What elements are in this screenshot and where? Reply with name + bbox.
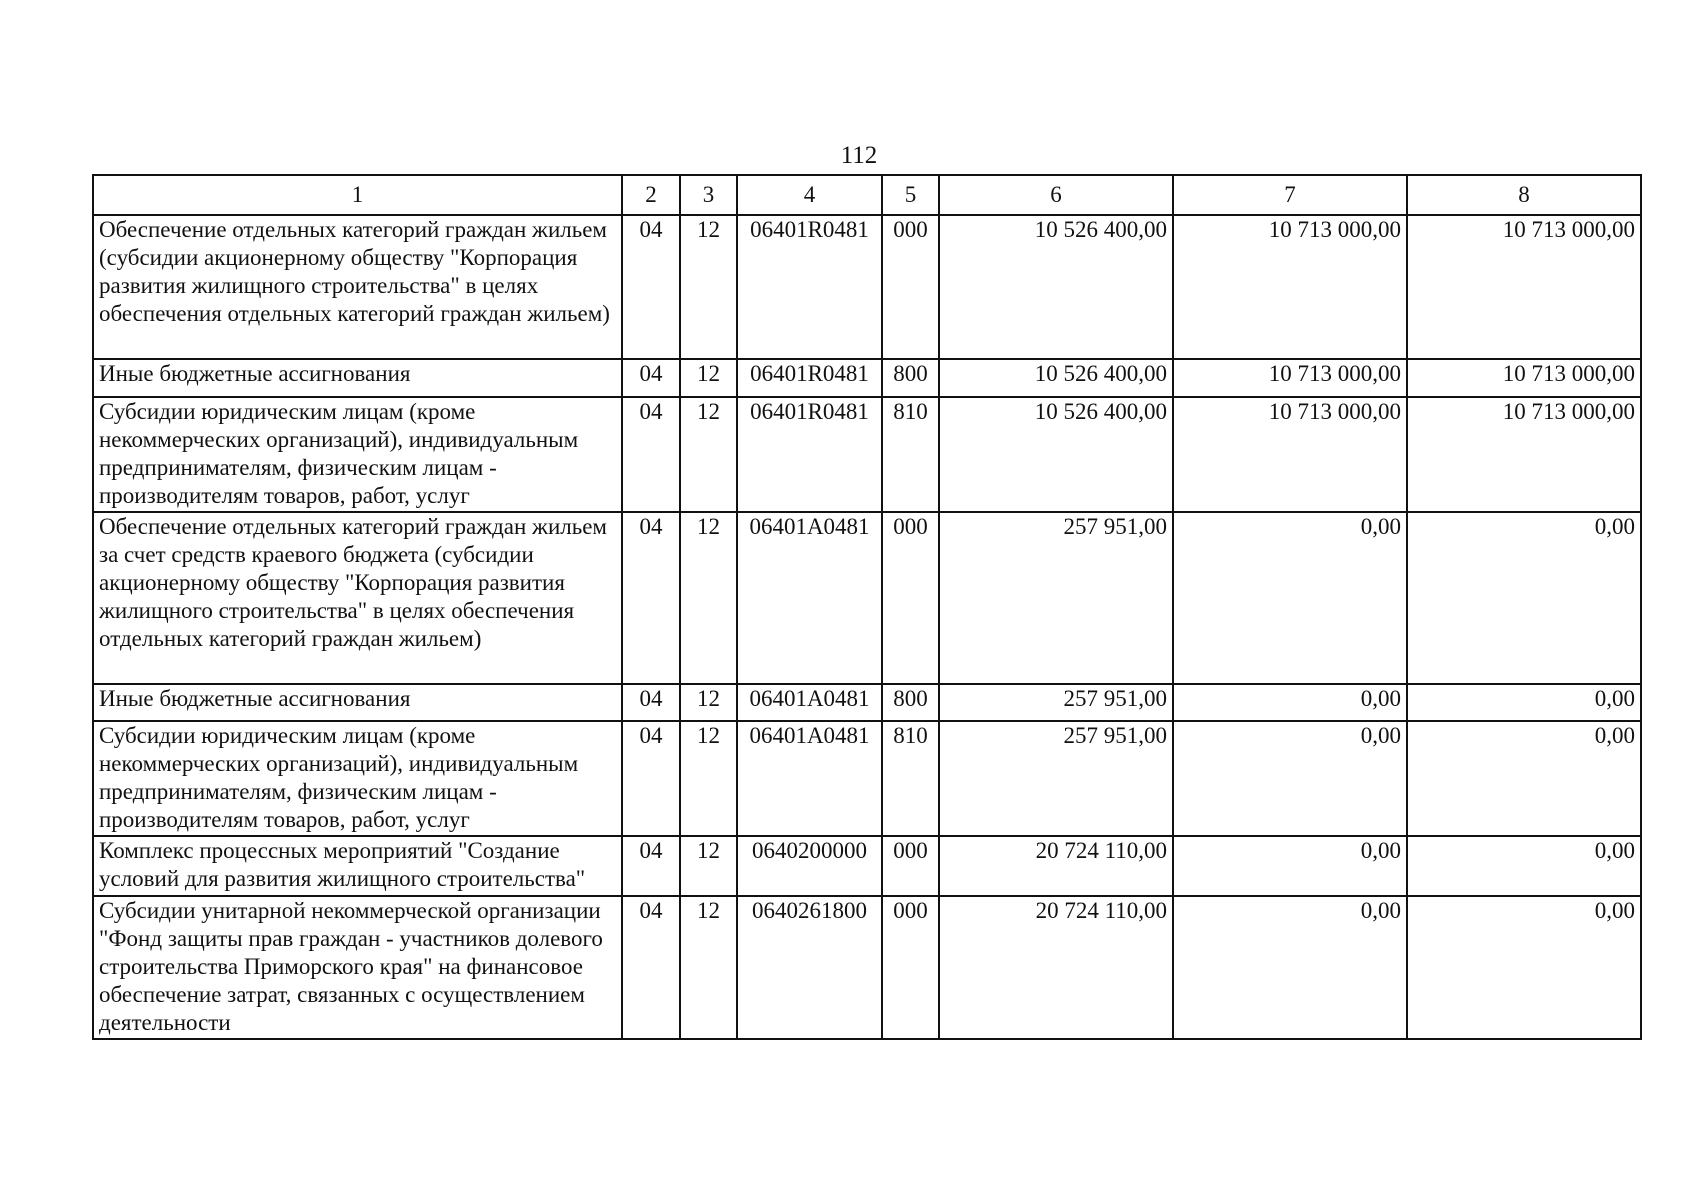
- row-section: 04: [622, 215, 680, 359]
- row-expense-type: 800: [882, 684, 939, 721]
- row-target-code: 06401R0481: [737, 359, 882, 397]
- row-amount-col8: 10 713 000,00: [1407, 215, 1641, 359]
- row-subsection: 12: [680, 397, 737, 512]
- row-target-code: 06401A0481: [737, 512, 882, 684]
- row-name: Субсидии юридическим лицам (кроме некоммерческих организаций), индивидуальным предпринимателям, физическим лицам - производителям товаров, работ, услуг: [93, 721, 622, 836]
- row-section: 04: [622, 512, 680, 684]
- row-subsection: 12: [680, 896, 737, 1039]
- row-name: Иные бюджетные ассигнования: [93, 359, 622, 397]
- row-expense-type: 000: [882, 836, 939, 896]
- row-amount-col6: 257 951,00: [939, 512, 1173, 684]
- row-subsection: 12: [680, 684, 737, 721]
- row-amount-col7: 0,00: [1173, 896, 1407, 1039]
- table-row: [93, 836, 1641, 896]
- header-col-7: 7: [1173, 175, 1407, 215]
- row-name: Иные бюджетные ассигнования: [93, 684, 622, 721]
- row-section: 04: [622, 721, 680, 836]
- row-section: 04: [622, 397, 680, 512]
- budget-table: [92, 174, 1642, 1040]
- table-row: [93, 215, 1641, 359]
- row-name: Субсидии унитарной некоммерческой организации "Фонд защиты прав граждан - участников долевого строительства Приморского края" на финансовое обеспечение затрат, связанных с осуществлением деятельности: [93, 896, 622, 1039]
- row-amount-col6: 257 951,00: [939, 721, 1173, 836]
- header-row: [93, 175, 1641, 215]
- row-expense-type: 000: [882, 896, 939, 1039]
- table-row: [93, 512, 1641, 684]
- row-name: Субсидии юридическим лицам (кроме некоммерческих организаций), индивидуальным предпринимателям, физическим лицам - производителям товаров, работ, услуг: [93, 397, 622, 512]
- row-name: Комплекс процессных мероприятий "Создание условий для развития жилищного строительства": [93, 836, 622, 896]
- header-col-2: 2: [622, 175, 680, 215]
- row-amount-col6: 10 526 400,00: [939, 397, 1173, 512]
- row-amount-col8: 0,00: [1407, 836, 1641, 896]
- row-expense-type: 000: [882, 215, 939, 359]
- table-row: [93, 359, 1641, 397]
- row-expense-type: 800: [882, 359, 939, 397]
- row-name: Обеспечение отдельных категорий граждан жильем (субсидии акционерному обществу "Корпорация развития жилищного строительства" в целях обеспечения отдельных категорий граждан жильем): [93, 215, 622, 359]
- row-target-code: 0640200000: [737, 836, 882, 896]
- row-target-code: 06401R0481: [737, 215, 882, 359]
- row-target-code: 06401A0481: [737, 684, 882, 721]
- row-target-code: 06401A0481: [737, 721, 882, 836]
- table-row: [93, 896, 1641, 1039]
- row-amount-col6: 20 724 110,00: [939, 836, 1173, 896]
- header-col-8: 8: [1407, 175, 1641, 215]
- row-target-code: 06401R0481: [737, 397, 882, 512]
- row-amount-col8: 10 713 000,00: [1407, 397, 1641, 512]
- header-col-1: 1: [93, 175, 622, 215]
- row-subsection: 12: [680, 215, 737, 359]
- row-section: 04: [622, 896, 680, 1039]
- row-amount-col7: 10 713 000,00: [1173, 215, 1407, 359]
- row-section: 04: [622, 684, 680, 721]
- row-subsection: 12: [680, 359, 737, 397]
- page-number: 112: [840, 142, 878, 169]
- row-expense-type: 810: [882, 397, 939, 512]
- row-subsection: 12: [680, 721, 737, 836]
- row-amount-col8: 10 713 000,00: [1407, 359, 1641, 397]
- row-amount-col8: 0,00: [1407, 721, 1641, 836]
- row-amount-col7: 0,00: [1173, 721, 1407, 836]
- row-amount-col8: 0,00: [1407, 512, 1641, 684]
- table-row: [93, 397, 1641, 512]
- row-amount-col8: 0,00: [1407, 684, 1641, 721]
- header-col-5: 5: [882, 175, 939, 215]
- table-row: [93, 684, 1641, 721]
- row-amount-col6: 10 526 400,00: [939, 359, 1173, 397]
- row-subsection: 12: [680, 512, 737, 684]
- row-amount-col6: 257 951,00: [939, 684, 1173, 721]
- row-expense-type: 000: [882, 512, 939, 684]
- row-subsection: 12: [680, 836, 737, 896]
- row-amount-col7: 0,00: [1173, 684, 1407, 721]
- header-col-4: 4: [737, 175, 882, 215]
- row-amount-col8: 0,00: [1407, 896, 1641, 1039]
- header-col-6: 6: [939, 175, 1173, 215]
- row-amount-col7: 0,00: [1173, 836, 1407, 896]
- row-amount-col7: 10 713 000,00: [1173, 359, 1407, 397]
- row-target-code: 0640261800: [737, 896, 882, 1039]
- row-amount-col6: 20 724 110,00: [939, 896, 1173, 1039]
- row-amount-col6: 10 526 400,00: [939, 215, 1173, 359]
- row-section: 04: [622, 359, 680, 397]
- row-name: Обеспечение отдельных категорий граждан жильем за счет средств краевого бюджета (субсидии акционерному обществу "Корпорация развития жилищного строительства" в целях обеспечения отдельных категорий граждан жильем): [93, 512, 622, 684]
- table-row: [93, 721, 1641, 836]
- row-expense-type: 810: [882, 721, 939, 836]
- row-amount-col7: 10 713 000,00: [1173, 397, 1407, 512]
- row-section: 04: [622, 836, 680, 896]
- row-amount-col7: 0,00: [1173, 512, 1407, 684]
- header-col-3: 3: [680, 175, 737, 215]
